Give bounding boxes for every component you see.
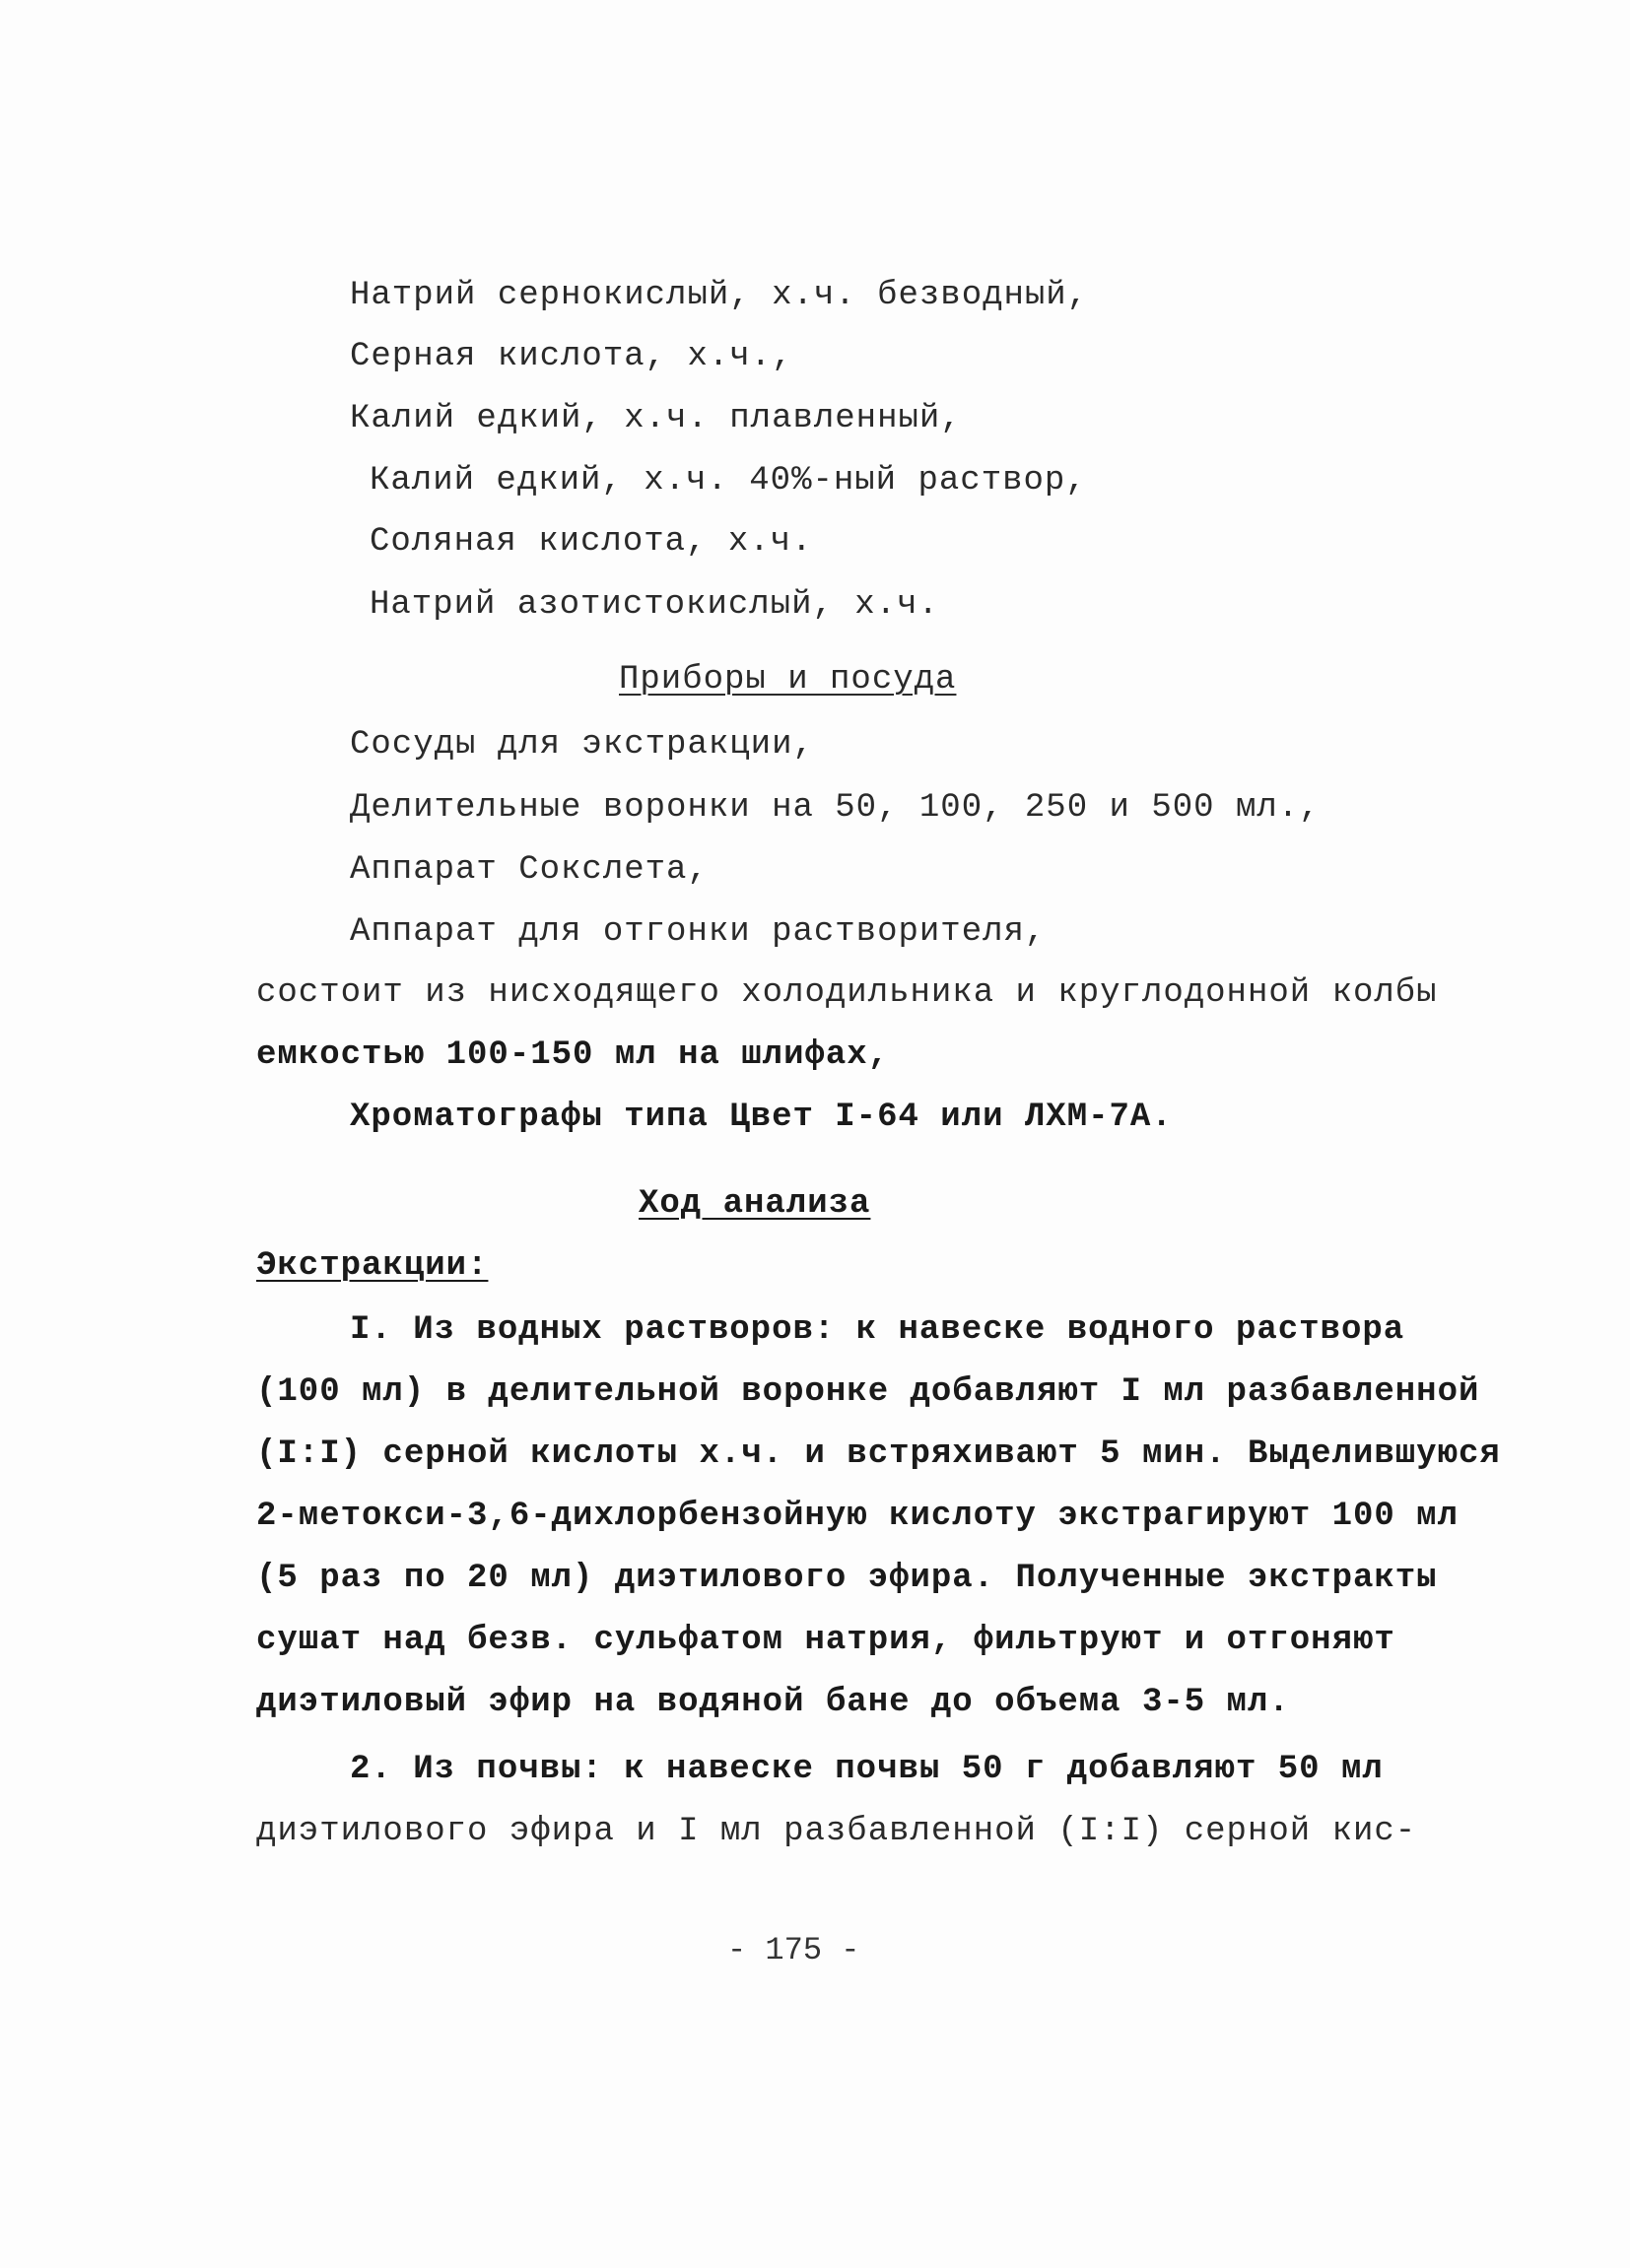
reagent-line: Калий едкий, х.ч. плавленный, bbox=[350, 400, 962, 437]
paragraph-line: 2. Из почвы: к навеске почвы 50 г добавляют 50 мл bbox=[350, 1751, 1384, 1788]
page-number: - 175 - bbox=[727, 1932, 860, 1968]
reagent-line: Натрий азотистокислый, х.ч. bbox=[370, 586, 939, 624]
equipment-line: Сосуды для экстракции, bbox=[350, 726, 814, 764]
equipment-line: состоит из нисходящего холодильника и круглодонной колбы bbox=[256, 974, 1438, 1012]
equipment-heading: Приборы и посуда bbox=[619, 661, 957, 699]
paragraph-line: (100 мл) в делительной воронке добавляют I мл разбавленной bbox=[256, 1373, 1480, 1411]
reagent-line: Серная кислота, х.ч., bbox=[350, 338, 793, 375]
equipment-line: емкостью 100-150 мл на шлифах, bbox=[256, 1036, 890, 1074]
reagent-line: Калий едкий, х.ч. 40%-ный раствор, bbox=[370, 462, 1087, 500]
paragraph-line: I. Из водных растворов: к навеске водного раствора bbox=[350, 1311, 1405, 1349]
extraction-heading: Экстракции: bbox=[256, 1247, 489, 1285]
reagent-line: Соляная кислота, х.ч. bbox=[370, 523, 813, 561]
paragraph-line: диэтиловый эфир на водяной бане до объема 3-5 мл. bbox=[256, 1684, 1290, 1721]
paragraph-line: 2-метокси-3,6-дихлорбензойную кислоту экстрагируют 100 мл bbox=[256, 1498, 1459, 1535]
reagent-line: Натрий сернокислый, х.ч. безводный, bbox=[350, 277, 1089, 314]
equipment-line: Хроматографы типа Цвет I-64 или ЛХМ-7А. bbox=[350, 1099, 1173, 1136]
paragraph-line: (I:I) серной кислоты х.ч. и встряхивают 5 мин. Выделившуюся bbox=[256, 1435, 1501, 1473]
equipment-line: Делительные воронки на 50, 100, 250 и 500 мл., bbox=[350, 789, 1321, 827]
equipment-line: Аппарат Сокслета, bbox=[350, 851, 709, 889]
equipment-line: Аппарат для отгонки растворителя, bbox=[350, 913, 1047, 951]
analysis-heading: Ход анализа bbox=[639, 1185, 871, 1223]
paragraph-line: диэтилового эфира и I мл разбавленной (I:I) серной кис- bbox=[256, 1813, 1417, 1850]
paragraph-line: сушат над безв. сульфатом натрия, фильтруют и отгоняют bbox=[256, 1622, 1395, 1659]
paragraph-line: (5 раз по 20 мл) диэтилового эфира. Полученные экстракты bbox=[256, 1560, 1438, 1597]
